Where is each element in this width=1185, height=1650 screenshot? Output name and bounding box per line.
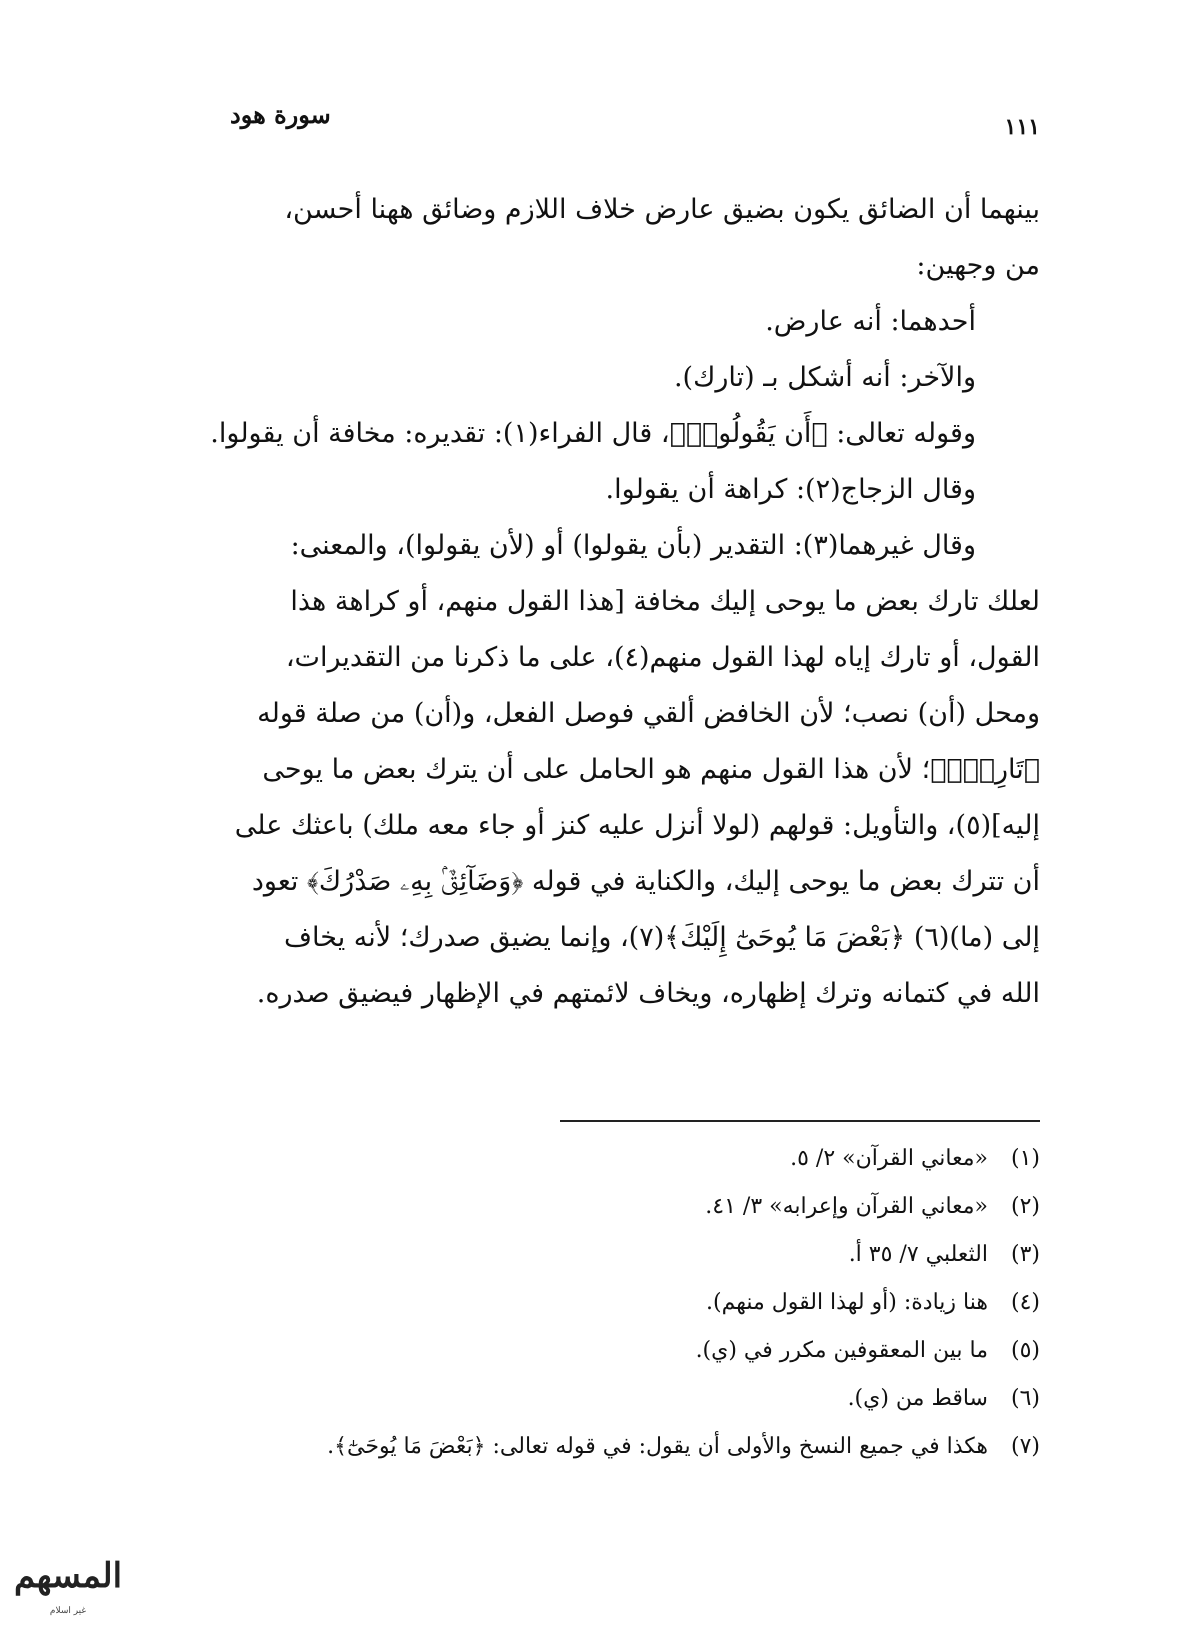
footnote-text: الثعلبي ٧/ ٣٥ أ. bbox=[848, 1242, 988, 1267]
footnote-text: هكذا في جميع النسخ والأولى أن يقول: في قوله تعالى: ﴿بَعْضَ مَا يُوحَىٰٓ﴾. bbox=[327, 1434, 988, 1459]
footnote-text: هنا زيادة: (أو لهذا القول منهم). bbox=[706, 1290, 988, 1315]
footnote-number: (٢) bbox=[1010, 1194, 1040, 1219]
footnote bbox=[100, 1423, 1040, 1471]
text-line: ﴿تَارِكُۢ﴾؛ لأن هذا القول منهم هو الحامل على أن يترك بعض ما يوحى bbox=[262, 754, 1040, 785]
footnote-text: «معاني القرآن» ٢/ ٥. bbox=[790, 1146, 988, 1171]
text-line: من وجهين: bbox=[916, 250, 1040, 281]
text-line: أحدهما: أنه عارض. bbox=[765, 306, 976, 337]
page-number: ١١١ bbox=[1004, 114, 1040, 140]
text-line: بينهما أن الضائق يكون بضيق عارض خلاف اللازم وضائق ههنا أحسن، bbox=[284, 194, 1040, 225]
footnote-text: ساقط من (ي). bbox=[847, 1386, 988, 1411]
footnote bbox=[100, 1327, 1040, 1375]
main-text bbox=[128, 182, 1040, 1022]
footnote-text: «معاني القرآن وإعرابه» ٣/ ٤١. bbox=[705, 1194, 988, 1219]
text-line: إلى (ما)(٦) ﴿بَعْضَ مَا يُوحَىٰٓ إِلَيْكَ﴾(٧)، وإنما يضيق صدرك؛ لأنه يخاف bbox=[284, 922, 1040, 953]
logo-subtext: غير اسلام bbox=[49, 1606, 87, 1616]
footnote-number: (٤) bbox=[1010, 1290, 1040, 1315]
text-line: وقال الزجاج(٢): كراهة أن يقولوا. bbox=[605, 474, 976, 505]
text-line: ومحل (أن) نصب؛ لأن الخافض ألقي فوصل الفعل، و(أن) من صلة قوله bbox=[257, 698, 1040, 729]
footnote-text: ما بين المعقوفين مكرر في (ي). bbox=[695, 1338, 988, 1363]
footnotes bbox=[100, 1135, 1040, 1471]
footnote-number: (٦) bbox=[1010, 1386, 1040, 1411]
footnote bbox=[100, 1279, 1040, 1327]
footnote-number: (٥) bbox=[1010, 1338, 1040, 1363]
text-line: الله في كتمانه وترك إظهاره، ويخاف لائمتهم في الإظهار فيضيق صدره. bbox=[256, 978, 1040, 1009]
publisher-logo bbox=[8, 1546, 128, 1636]
text-line: القول، أو تارك إياه لهذا القول منهم(٤)، على ما ذكرنا من التقديرات، bbox=[285, 642, 1040, 673]
page-header bbox=[230, 100, 1040, 140]
footnote bbox=[100, 1183, 1040, 1231]
footnote bbox=[100, 1135, 1040, 1183]
footnote-number: (١) bbox=[1010, 1146, 1040, 1171]
text-line: وقال غيرهما(٣): التقدير (بأن يقولوا) أو (لأن يقولوا)، والمعنى: bbox=[290, 530, 976, 561]
text-line: أن تترك بعض ما يوحى إليك، والكناية في قوله ﴿وَضَآئِقٌۢ بِهِۦ صَدْرُكَ﴾ تعود bbox=[251, 866, 1040, 897]
footnote-number: (٧) bbox=[1010, 1434, 1040, 1459]
footnote-separator bbox=[560, 1120, 1040, 1122]
footnote-number: (٣) bbox=[1010, 1242, 1040, 1267]
footnote bbox=[100, 1231, 1040, 1279]
text-line: والآخر: أنه أشكل بـ (تارك). bbox=[673, 362, 976, 393]
logo-text: المسهم bbox=[13, 1556, 123, 1596]
text-line: إليه](٥)، والتأويل: قولهم (لولا أنزل عليه كنز أو جاء معه ملك) باعثك على bbox=[234, 810, 1040, 841]
text-line: وقوله تعالى: ﴿أَن يَقُولُوا۟﴾، قال الفراء(١): تقديره: مخافة أن يقولوا. bbox=[210, 418, 976, 449]
footnote bbox=[100, 1375, 1040, 1423]
text-line: لعلك تارك بعض ما يوحى إليك مخافة [هذا القول منهم، أو كراهة هذا bbox=[290, 586, 1040, 617]
running-title: سورة هود bbox=[230, 100, 331, 129]
